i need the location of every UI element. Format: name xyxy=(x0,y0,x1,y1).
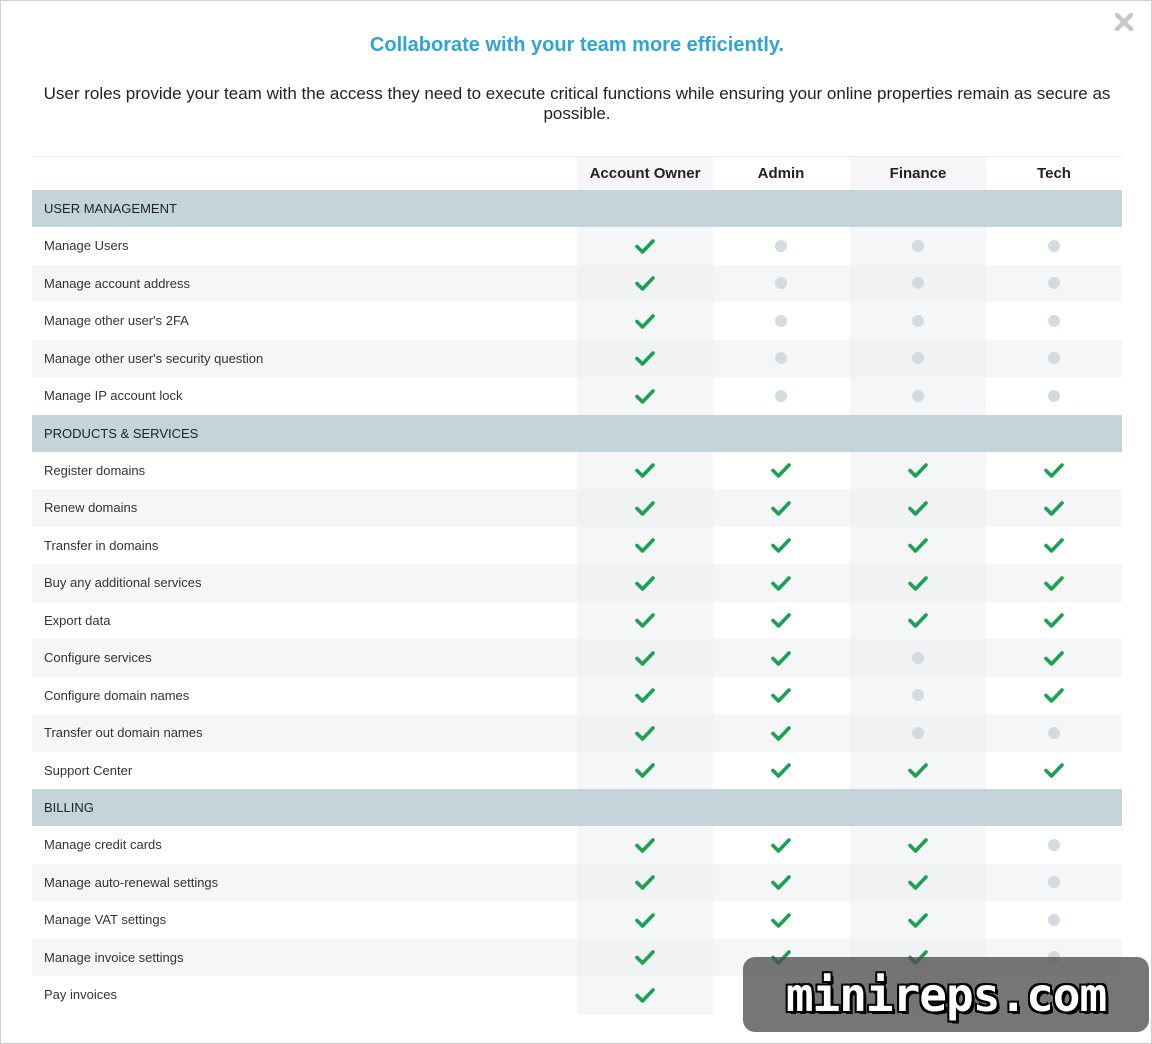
check-icon xyxy=(908,912,928,928)
permission-cell xyxy=(986,452,1122,490)
permission-cell xyxy=(577,377,713,415)
column-header-account-owner: Account Owner xyxy=(589,165,701,182)
permission-cell xyxy=(850,752,986,790)
permission-cell xyxy=(986,901,1122,939)
permission-label: Pay invoices xyxy=(44,987,117,1003)
permission-cell xyxy=(986,227,1122,265)
close-icon[interactable] xyxy=(1113,11,1135,33)
check-icon xyxy=(771,687,791,703)
permission-cell xyxy=(850,677,986,715)
permission-cell xyxy=(713,227,849,265)
table-row xyxy=(32,602,1122,640)
check-icon xyxy=(635,612,655,628)
table-row xyxy=(32,826,1122,864)
check-icon xyxy=(771,762,791,778)
permission-cell xyxy=(850,901,986,939)
close-button[interactable] xyxy=(1113,11,1135,33)
table-row xyxy=(32,677,1122,715)
permission-label: Export data xyxy=(44,612,111,628)
permission-cell xyxy=(713,340,849,378)
permission-cell xyxy=(850,227,986,265)
check-icon xyxy=(771,874,791,890)
check-icon xyxy=(635,462,655,478)
no-access-dot-icon xyxy=(1048,240,1060,252)
permission-label: Manage credit cards xyxy=(44,837,162,853)
permission-label: Configure services xyxy=(44,650,152,666)
check-icon xyxy=(908,837,928,853)
permission-cell xyxy=(986,826,1122,864)
permission-label: Manage invoice settings xyxy=(44,949,184,965)
permission-cell xyxy=(713,377,849,415)
table-row xyxy=(32,302,1122,340)
check-icon xyxy=(771,725,791,741)
permission-cell xyxy=(713,677,849,715)
check-icon xyxy=(635,275,655,291)
permission-cell xyxy=(713,901,849,939)
dialog-title: Collaborate with your team more efficiently. xyxy=(369,34,785,56)
check-icon xyxy=(771,575,791,591)
permission-cell xyxy=(713,714,849,752)
permission-label: Manage auto-renewal settings xyxy=(44,874,219,890)
check-icon xyxy=(635,238,655,254)
check-icon xyxy=(635,575,655,591)
check-icon xyxy=(908,575,928,591)
check-icon xyxy=(1044,762,1064,778)
permission-label: Configure domain names xyxy=(44,687,190,703)
table-row xyxy=(32,714,1122,752)
permission-cell xyxy=(577,227,713,265)
no-access-dot-icon xyxy=(912,352,924,364)
check-icon xyxy=(635,949,655,965)
no-access-dot-icon xyxy=(1048,914,1060,926)
check-icon xyxy=(635,388,655,404)
permission-cell xyxy=(577,340,713,378)
permission-cell xyxy=(713,826,849,864)
no-access-dot-icon xyxy=(912,727,924,739)
check-icon xyxy=(1044,687,1064,703)
permission-cell xyxy=(986,340,1122,378)
table-row xyxy=(32,564,1122,602)
permission-label: Manage IP account lock xyxy=(44,388,183,404)
check-icon xyxy=(635,350,655,366)
permission-label: Support Center xyxy=(44,762,133,778)
check-icon xyxy=(635,987,655,1003)
check-icon xyxy=(771,500,791,516)
permission-cell xyxy=(577,489,713,527)
permission-cell xyxy=(986,564,1122,602)
permission-cell xyxy=(713,752,849,790)
permission-cell xyxy=(577,752,713,790)
check-icon xyxy=(771,612,791,628)
check-icon xyxy=(771,537,791,553)
column-header-tech: Tech xyxy=(1037,165,1071,182)
watermark-text: minireps.com xyxy=(785,967,1107,1022)
permission-cell xyxy=(850,527,986,565)
dialog-subtitle: User roles provide your team with the access they need to execute critical functions while ensuring your online properties remain as secure as possible. xyxy=(43,84,1111,123)
permission-cell xyxy=(577,677,713,715)
permission-cell xyxy=(713,489,849,527)
column-header-finance: Finance xyxy=(889,165,947,182)
check-icon xyxy=(635,762,655,778)
table-header xyxy=(32,157,1122,190)
check-icon xyxy=(635,912,655,928)
check-icon xyxy=(635,650,655,666)
check-icon xyxy=(1044,612,1064,628)
table-row xyxy=(32,901,1122,939)
permission-cell xyxy=(850,714,986,752)
permission-cell xyxy=(713,602,849,640)
permission-cell xyxy=(986,265,1122,303)
no-access-dot-icon xyxy=(1048,876,1060,888)
permission-cell xyxy=(713,564,849,602)
permission-cell xyxy=(850,340,986,378)
check-icon xyxy=(908,537,928,553)
check-icon xyxy=(1044,650,1064,666)
permission-cell xyxy=(577,265,713,303)
permission-cell xyxy=(577,976,713,1014)
permission-cell xyxy=(577,714,713,752)
permission-cell xyxy=(986,864,1122,902)
permission-cell xyxy=(577,452,713,490)
check-icon xyxy=(1044,500,1064,516)
permission-cell xyxy=(577,602,713,640)
permission-cell xyxy=(577,527,713,565)
permission-label: Manage VAT settings xyxy=(44,912,167,928)
permission-cell xyxy=(577,564,713,602)
no-access-dot-icon xyxy=(1048,390,1060,402)
check-icon xyxy=(1044,462,1064,478)
no-access-dot-icon xyxy=(912,652,924,664)
permission-cell xyxy=(850,564,986,602)
no-access-dot-icon xyxy=(1048,727,1060,739)
no-access-dot-icon xyxy=(912,689,924,701)
permission-cell xyxy=(713,452,849,490)
no-access-dot-icon xyxy=(775,240,787,252)
column-header-admin: Admin xyxy=(757,165,805,182)
permission-cell xyxy=(986,752,1122,790)
no-access-dot-icon xyxy=(775,277,787,289)
permission-cell xyxy=(850,302,986,340)
no-access-dot-icon xyxy=(912,277,924,289)
permission-cell xyxy=(986,527,1122,565)
permissions-table xyxy=(32,156,1122,1014)
check-icon xyxy=(1044,575,1064,591)
permission-cell xyxy=(577,901,713,939)
permission-cell xyxy=(850,864,986,902)
permission-label: Transfer out domain names xyxy=(44,725,203,741)
section-header: USER MANAGEMENT xyxy=(32,190,1122,227)
no-access-dot-icon xyxy=(775,390,787,402)
no-access-dot-icon xyxy=(912,390,924,402)
no-access-dot-icon xyxy=(1048,277,1060,289)
permission-cell xyxy=(850,602,986,640)
permission-cell xyxy=(713,265,849,303)
permission-cell xyxy=(986,489,1122,527)
permission-cell xyxy=(986,714,1122,752)
table-row xyxy=(32,752,1122,790)
permission-cell xyxy=(577,826,713,864)
check-icon xyxy=(771,837,791,853)
permission-cell xyxy=(577,939,713,977)
check-icon xyxy=(635,500,655,516)
permission-cell xyxy=(850,377,986,415)
permission-label: Register domains xyxy=(44,462,146,478)
check-icon xyxy=(635,874,655,890)
watermark xyxy=(743,957,1149,1032)
no-access-dot-icon xyxy=(912,315,924,327)
table-row xyxy=(32,864,1122,902)
no-access-dot-icon xyxy=(775,352,787,364)
permission-cell xyxy=(577,864,713,902)
section-header: PRODUCTS & SERVICES xyxy=(32,415,1122,452)
permission-cell xyxy=(986,302,1122,340)
permission-label: Manage other user's security question xyxy=(44,350,264,366)
table-row xyxy=(32,639,1122,677)
permission-cell xyxy=(850,452,986,490)
check-icon xyxy=(635,537,655,553)
permission-cell xyxy=(986,602,1122,640)
permission-cell xyxy=(713,302,849,340)
check-icon xyxy=(908,612,928,628)
permission-cell xyxy=(850,639,986,677)
check-icon xyxy=(635,725,655,741)
check-icon xyxy=(635,837,655,853)
permission-label: Renew domains xyxy=(44,500,138,516)
check-icon xyxy=(771,462,791,478)
no-access-dot-icon xyxy=(775,315,787,327)
permission-label: Manage Users xyxy=(44,238,129,254)
permission-cell xyxy=(713,527,849,565)
permission-cell xyxy=(986,377,1122,415)
permission-cell xyxy=(850,265,986,303)
permission-cell xyxy=(577,639,713,677)
permission-label: Buy any additional services xyxy=(44,575,202,591)
permission-label: Transfer in domains xyxy=(44,537,159,553)
permission-cell xyxy=(986,677,1122,715)
check-icon xyxy=(635,687,655,703)
check-icon xyxy=(908,500,928,516)
check-icon xyxy=(771,650,791,666)
permission-cell xyxy=(713,639,849,677)
table-row xyxy=(32,452,1122,490)
permission-cell xyxy=(713,864,849,902)
table-row xyxy=(32,377,1122,415)
permission-cell xyxy=(850,826,986,864)
check-icon xyxy=(1044,537,1064,553)
permission-cell xyxy=(577,302,713,340)
table-row xyxy=(32,227,1122,265)
section-header: BILLING xyxy=(32,789,1122,826)
permission-label: Manage other user's 2FA xyxy=(44,313,189,329)
permission-label: Manage account address xyxy=(44,275,190,291)
no-access-dot-icon xyxy=(1048,352,1060,364)
check-icon xyxy=(908,874,928,890)
no-access-dot-icon xyxy=(1048,839,1060,851)
table-row xyxy=(32,340,1122,378)
table-row xyxy=(32,527,1122,565)
check-icon xyxy=(908,462,928,478)
no-access-dot-icon xyxy=(1048,315,1060,327)
check-icon xyxy=(908,762,928,778)
table-row xyxy=(32,265,1122,303)
permission-cell xyxy=(986,639,1122,677)
check-icon xyxy=(771,912,791,928)
permission-cell xyxy=(850,489,986,527)
table-row xyxy=(32,489,1122,527)
no-access-dot-icon xyxy=(912,240,924,252)
check-icon xyxy=(635,313,655,329)
